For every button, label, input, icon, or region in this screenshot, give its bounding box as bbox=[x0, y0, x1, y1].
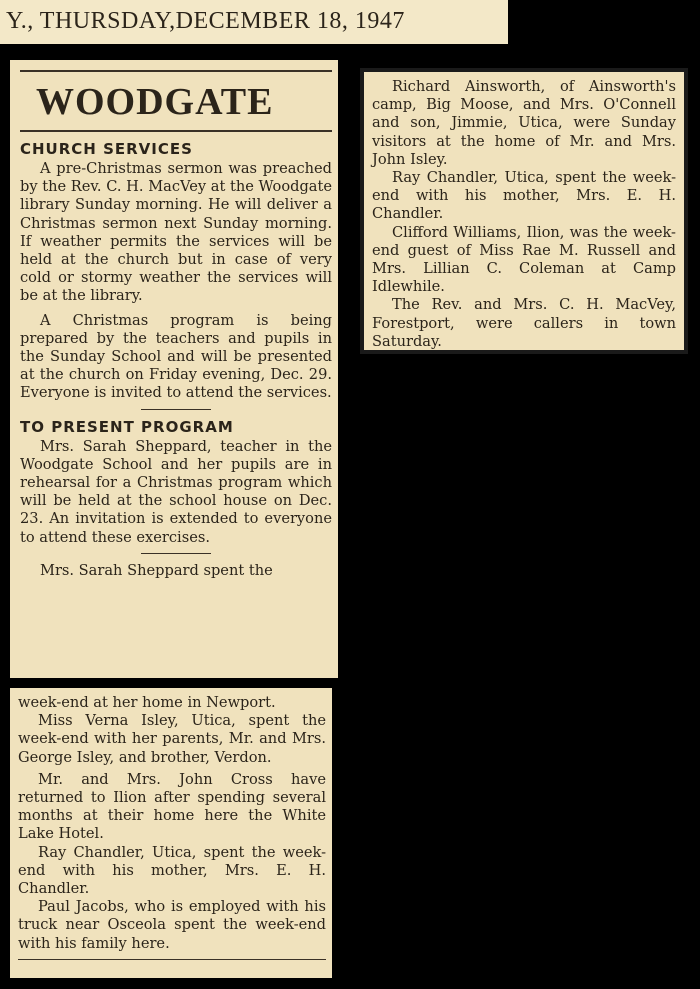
paragraph: Richard Ainsworth, of Ainsworth's camp, Big Moose, and Mrs. O'Connell and son, Jimmie, Utica, were Sunday visitors at the home of Mr. and Mrs. John Isley. bbox=[372, 78, 676, 168]
paragraph: A Christmas program is being prepared by the teachers and pupils in the Sunday School and will be presented at the church on Friday evening, Dec. 29. Everyone is invited to attend the services. bbox=[20, 311, 332, 402]
paragraph: Ray Chandler, Utica, spent the week-end with his mother, Mrs. E. H. Chandler. bbox=[18, 843, 326, 898]
headline-rule bbox=[20, 130, 332, 132]
separator bbox=[141, 553, 211, 554]
clipping-visitors bbox=[360, 68, 688, 354]
clipping-woodgate bbox=[10, 60, 338, 678]
clipping-continued bbox=[10, 688, 332, 978]
section-heading-to-present-program: TO PRESENT PROGRAM bbox=[20, 417, 234, 436]
paragraph: Paul Jacobs, who is employed with his truck near Osceola spent the week-end with his family here. bbox=[18, 898, 326, 952]
separator bbox=[141, 409, 211, 410]
paragraph: Ray Chandler, Utica, spent the week-end with his mother, Mrs. E. H. Chandler. bbox=[372, 169, 676, 223]
dateline: Y., THURSDAY,DECEMBER 18, 1947 bbox=[0, 0, 508, 44]
section-heading-church-services: CHURCH SERVICES bbox=[20, 140, 193, 158]
bottom-rule bbox=[18, 959, 326, 960]
paragraph: Mrs. Sarah Sheppard spent the bbox=[40, 561, 273, 579]
headline: WOODGATE bbox=[36, 81, 274, 123]
paragraph: week-end at her home in Newport. bbox=[18, 694, 276, 711]
paragraph: The Rev. and Mrs. C. H. MacVey, Forestport, were callers in town Saturday. bbox=[372, 296, 676, 350]
top-rule bbox=[20, 70, 332, 72]
paragraph: A pre-Christmas sermon was preached by the Rev. C. H. MacVey at the Woodgate library Sunday morning. He will deliver a Christmas sermon next Sunday morning. If weather permits the services will be held at the church but in case of very cold or stormy weather the services will be at the library. bbox=[20, 160, 332, 305]
paragraph: Mrs. Sarah Sheppard, teacher in the Woodgate School and her pupils are in rehearsal for a Christmas program which will be held at the school house on Dec. 23. An invitation is extended to everyone to attend these exercises. bbox=[20, 437, 332, 546]
paragraph: Miss Verna Isley, Utica, spent the week-end with her parents, Mr. and Mrs. George Isley, and brother, Verdon. bbox=[18, 712, 326, 766]
paragraph: Clifford Williams, Ilion, was the week-end guest of Miss Rae M. Russell and Mrs. Lillian C. Coleman at Camp Idlewhile. bbox=[372, 223, 676, 296]
paragraph: Mr. and Mrs. John Cross have returned to Ilion after spending several months at their home here the White Lake Hotel. bbox=[18, 770, 326, 843]
